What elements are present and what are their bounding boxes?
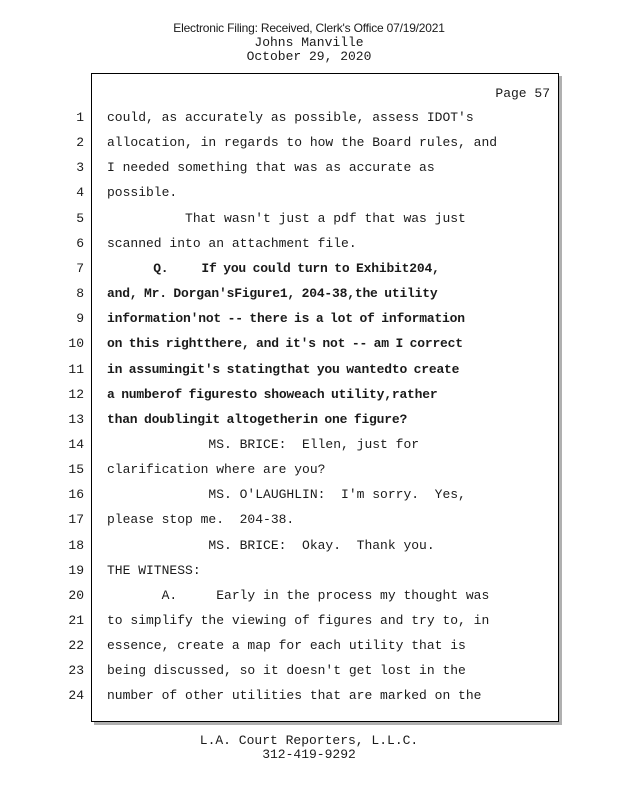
transcript-line-text: clarification where are you? (107, 462, 326, 477)
line-number: 13 (68, 412, 84, 427)
line-number: 16 (68, 487, 84, 502)
transcript-line-text: essence, create a map for each utility that is (107, 638, 466, 653)
filing-stamp: Electronic Filing: Received, Clerk's Office 07/19/2021 (173, 21, 445, 35)
transcript-line-text: in assumingit's statingthat you wantedto create (107, 362, 460, 377)
line-number: 10 (68, 336, 84, 351)
transcript-line-text: allocation, in regards to how the Board rules, and (107, 135, 498, 150)
line-number: 3 (76, 160, 84, 175)
footer-reporter: L.A. Court Reporters, L.L.C. (199, 733, 419, 748)
line-number: 6 (76, 236, 84, 251)
transcript-line-text: scanned into an attachment file. (107, 236, 357, 251)
line-number: 19 (68, 563, 84, 578)
line-number: 1 (76, 110, 84, 125)
transcript-line-text: Q. If you could turn to Exhibit204, (107, 261, 440, 276)
line-number: 23 (68, 663, 84, 678)
line-number: 12 (68, 387, 84, 402)
transcript-line-text: to simplify the viewing of figures and try to, in (107, 613, 490, 628)
line-number: 20 (68, 588, 84, 603)
line-number: 15 (68, 462, 84, 477)
transcript-line-text: THE WITNESS: (107, 563, 201, 578)
transcript-line-text: I needed something that was as accurate as (107, 160, 435, 175)
line-number: 17 (68, 512, 84, 527)
transcript-line-text: could, as accurately as possible, assess IDOT's (107, 110, 474, 125)
transcript-line-text: possible. (107, 185, 178, 200)
line-number: 18 (68, 538, 84, 553)
transcript-line-text: please stop me. 204-38. (107, 512, 295, 527)
page-number: Page 57 (495, 86, 550, 101)
line-number: 22 (68, 638, 84, 653)
transcript-line-text: a numberof figuresto showeach utility,rather (107, 387, 438, 402)
footer-phone: 312-419-9292 (262, 747, 356, 762)
transcript-line-text: MS. O'LAUGHLIN: I'm sorry. Yes, (107, 487, 466, 502)
transcript-line-text: than doublingit altogetherin one figure? (107, 412, 408, 427)
transcript-line-text: MS. BRICE: Ellen, just for (107, 437, 420, 452)
transcript-line-text: being discussed, so it doesn't get lost in the (107, 663, 466, 678)
line-number: 2 (76, 135, 84, 150)
transcript-line-text: number of other utilities that are marked on the (107, 688, 482, 703)
line-number: 9 (76, 311, 84, 326)
transcript-line-text: That wasn't just a pdf that was just (107, 211, 466, 226)
line-number: 21 (68, 613, 84, 628)
transcript-line-text: MS. BRICE: Okay. Thank you. (107, 538, 435, 553)
line-number: 5 (76, 211, 84, 226)
transcript-line-text: and, Mr. Dorgan'sFigure1, 204-38,the utility (107, 286, 438, 301)
line-number: 24 (68, 688, 84, 703)
line-number: 8 (76, 286, 84, 301)
transcript-line-text: information'not -- there is a lot of information (107, 311, 465, 326)
transcript-line-text: A. Early in the process my thought was (107, 588, 490, 603)
line-number: 14 (68, 437, 84, 452)
header-case-name: Johns Manville (254, 35, 364, 50)
transcript-line-text: on this rightthere, and it's not -- am I correct (107, 336, 463, 351)
line-number: 11 (68, 362, 84, 377)
line-number: 4 (76, 185, 84, 200)
line-number: 7 (76, 261, 84, 276)
header-date: October 29, 2020 (246, 49, 372, 64)
